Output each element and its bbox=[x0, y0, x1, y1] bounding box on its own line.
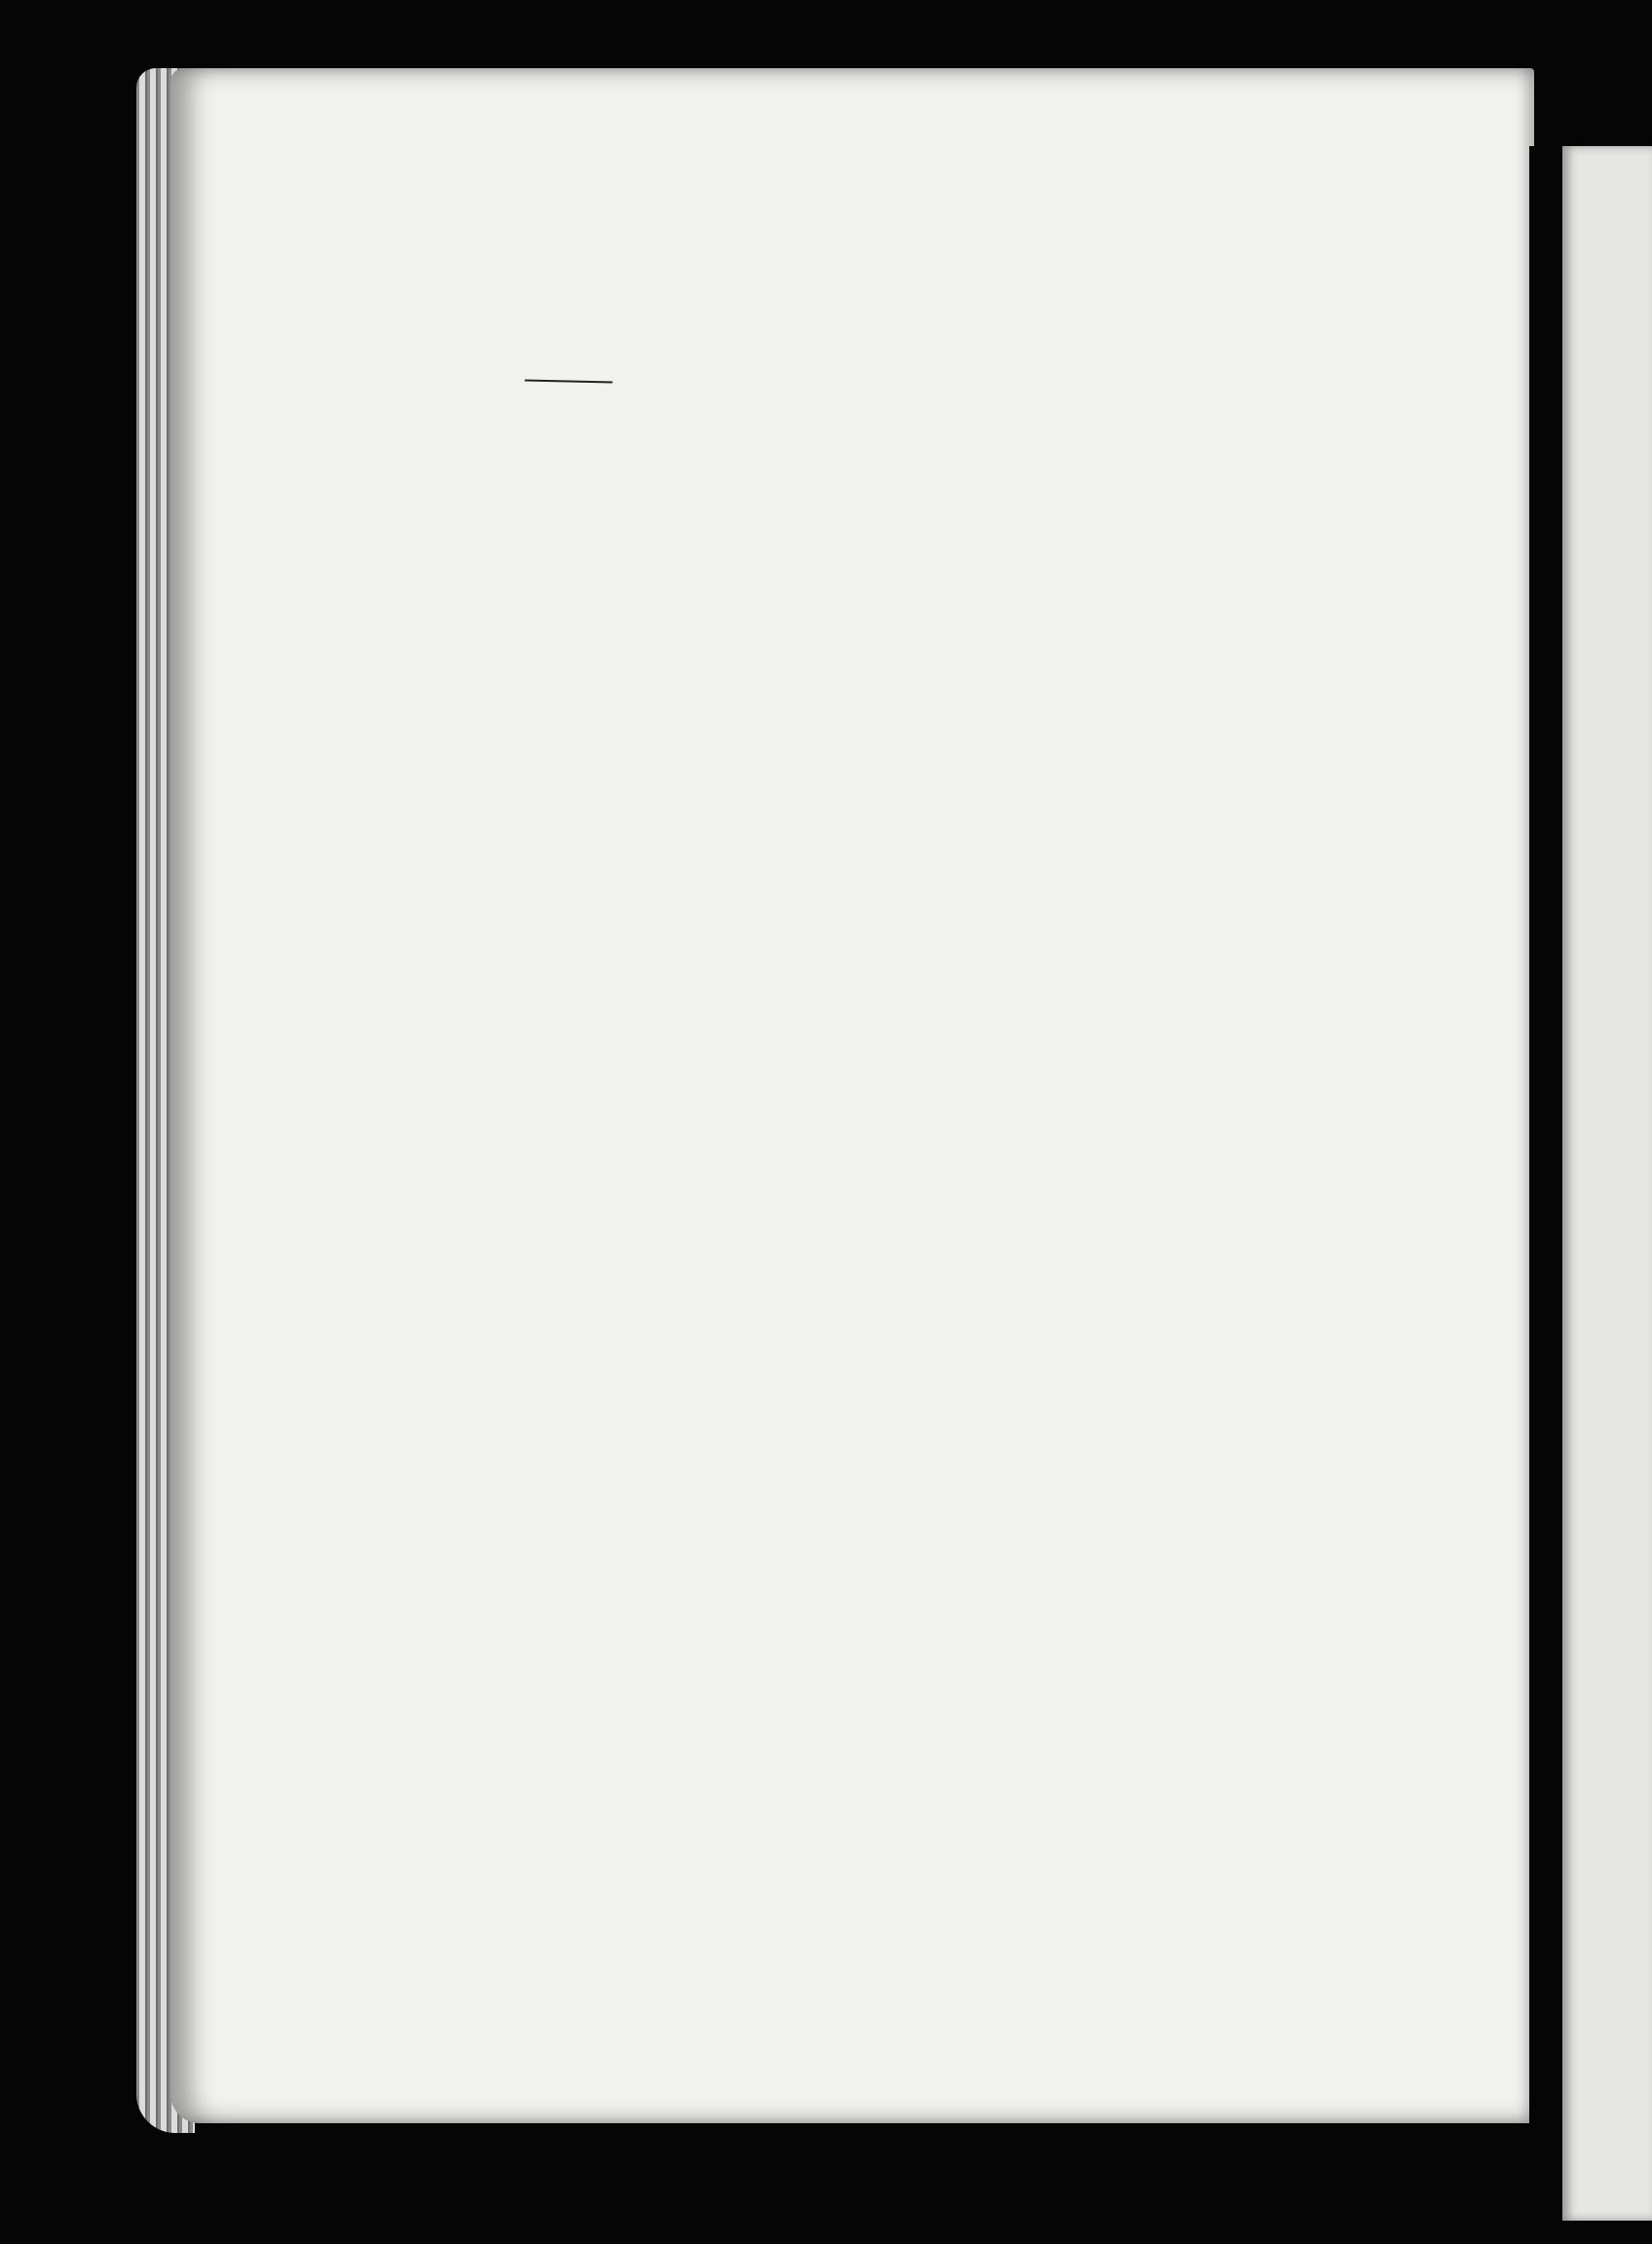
footnote-rule bbox=[525, 379, 613, 383]
facing-page bbox=[1562, 146, 1652, 2221]
book-gutter bbox=[1529, 146, 1562, 2191]
